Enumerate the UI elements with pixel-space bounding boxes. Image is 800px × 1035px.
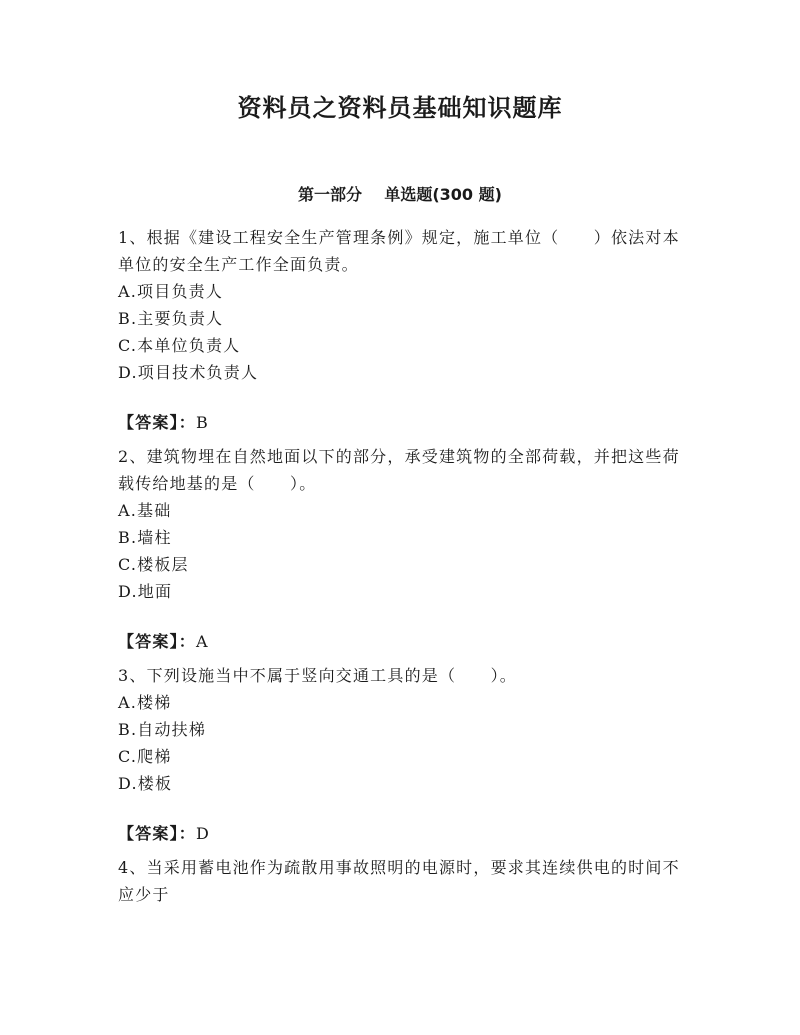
option-a: A.基础 (118, 501, 172, 520)
answer-value: B (196, 413, 209, 432)
option-c: C.楼板层 (118, 555, 189, 574)
option-c: C.本单位负责人 (118, 336, 241, 355)
answer-label: 【答案】： (118, 413, 197, 432)
question-list (118, 224, 683, 908)
option-b: B.墙柱 (118, 528, 172, 547)
question-4 (118, 854, 683, 908)
option-b: B.自动扶梯 (118, 720, 207, 739)
answer-label: 【答案】： (118, 824, 197, 843)
section-heading: 第一部分 单选题(300 题) (298, 185, 502, 204)
answer-line (118, 820, 683, 847)
option-b: B.主要负责人 (118, 309, 224, 328)
answer-value: D (196, 824, 211, 843)
answer-line (118, 409, 683, 436)
answer-label: 【答案】： (118, 632, 197, 651)
option-d: D.项目技术负责人 (118, 363, 259, 382)
question-stem: 4、当采用蓄电池作为疏散用事故照明的电源时，要求其连续供电的时间不应少于 (118, 858, 680, 904)
question-stem: 2、建筑物埋在自然地面以下的部分，承受建筑物的全部荷载，并把这些荷载传给地基的是（ ）。 (118, 447, 680, 493)
option-a: A.楼梯 (118, 693, 172, 712)
question-3 (118, 662, 683, 847)
question-stem: 3、下列设施当中不属于竖向交通工具的是（ ）。 (118, 666, 517, 685)
option-d: D.地面 (118, 582, 173, 601)
option-d: D.楼板 (118, 774, 173, 793)
question-1 (118, 224, 683, 436)
answer-line (118, 628, 683, 655)
answer-value: A (196, 632, 209, 651)
option-a: A.项目负责人 (118, 282, 224, 301)
option-c: C.爬梯 (118, 747, 172, 766)
document-title: 资料员之资料员基础知识题库 (237, 94, 563, 122)
question-stem: 1、根据《建设工程安全生产管理条例》规定，施工单位（ ）依法对本单位的安全生产工作全面负责。 (118, 228, 680, 274)
question-2 (118, 443, 683, 655)
